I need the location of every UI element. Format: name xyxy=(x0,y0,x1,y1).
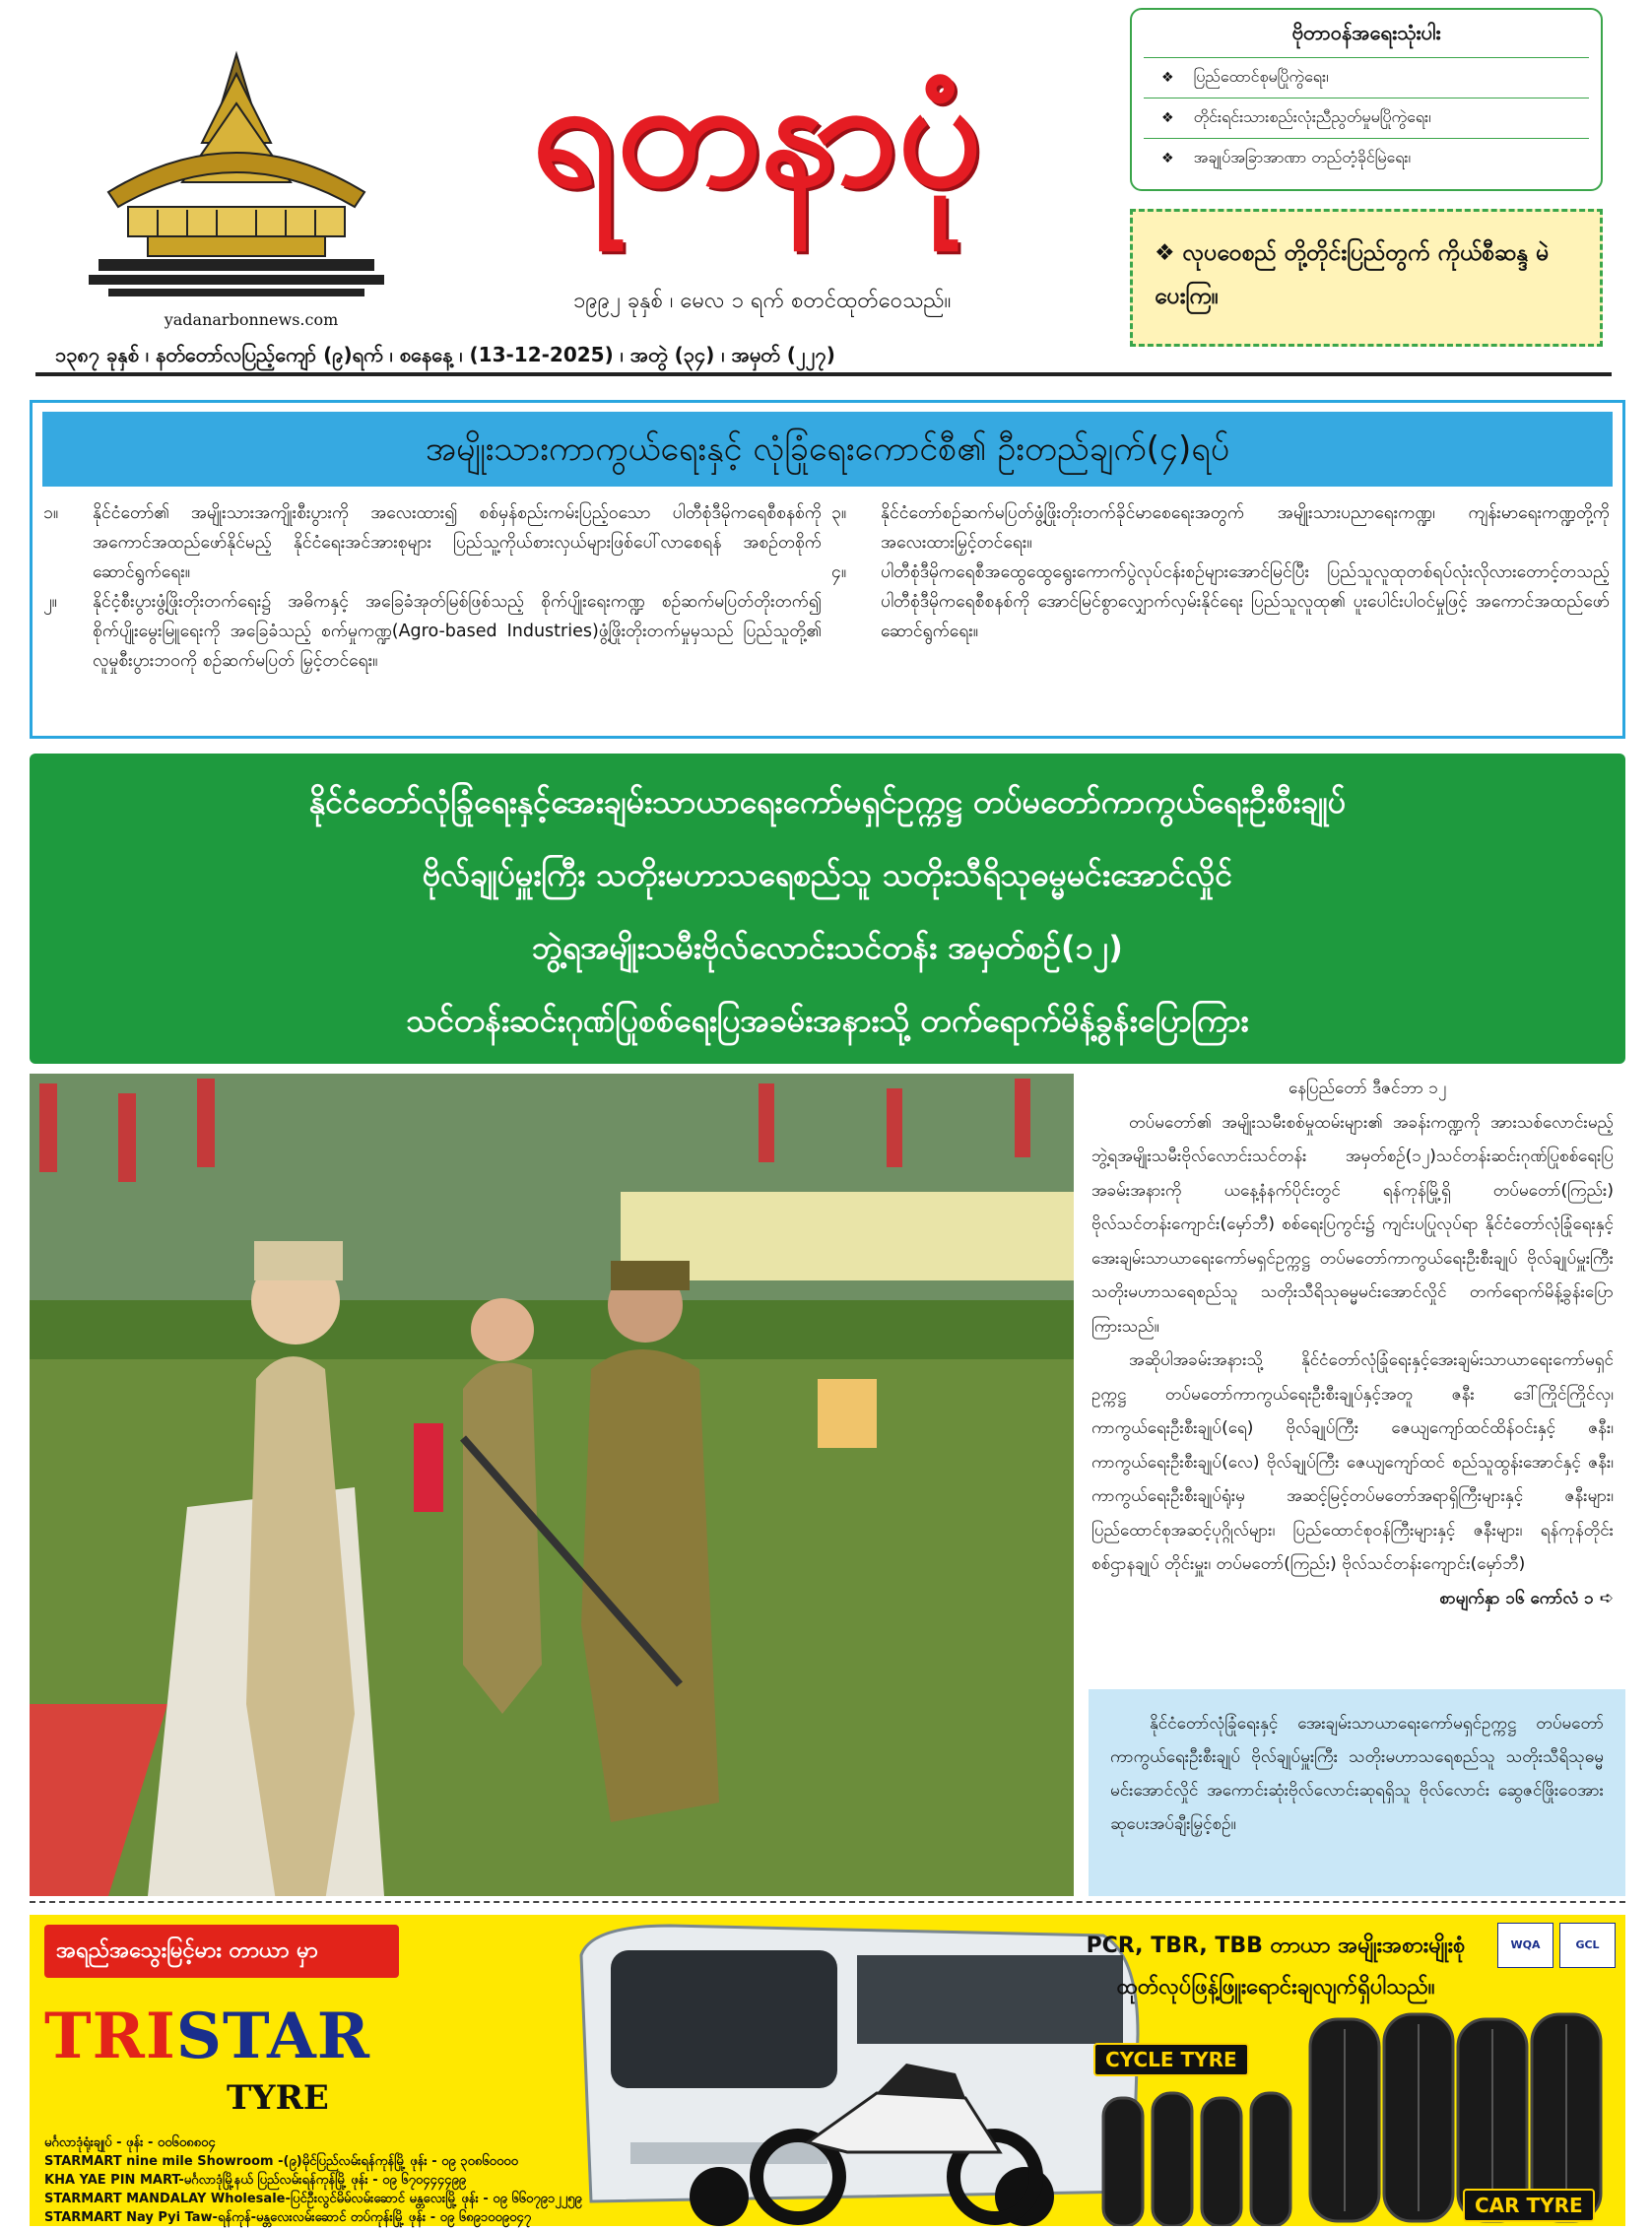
ad-brand-sub: TYRE xyxy=(227,2078,329,2118)
masthead-logo xyxy=(89,34,384,330)
objective-number: ၄။ xyxy=(831,562,847,582)
palace-logo-icon xyxy=(89,34,384,330)
ad-store-line: KHA YAE PIN MART-မင်္ဂလာဒုံမြို့နယ် ပြည်လမ်းရန်ကုန်မြို့ ဖုန်း - ၀၉ ၆၇၀၄၄၄၄၉၉ xyxy=(44,2173,467,2188)
main-article xyxy=(1091,1072,1614,1615)
founded-date: ၁၉၉၂ ခုနှစ် ၊ မေလ ၁ ရက် စတင်ထုတ်ဝေသည်။ xyxy=(573,289,952,313)
ad-store-line: STARMART nine mile Showroom -(၉)မိုင်ပြည်လမ်းရန်ကုန်မြို့ ဖုန်း - ၀၉ ၃၀၈၆၀၀၀၀ xyxy=(44,2154,518,2169)
objectives-right-column xyxy=(831,498,1610,646)
section-divider xyxy=(30,1901,1625,1903)
objective-item xyxy=(831,558,1610,646)
slogan-text: ပြည်ထောင်စုမပြိုကွဲရေး၊ xyxy=(1193,67,1329,86)
ad-tagline: အရည်အသွေးမြင့်မား တာယာ မှာ xyxy=(44,1925,399,1978)
site-url[interactable]: yadanarbonnews.com xyxy=(164,310,339,329)
slogan-box xyxy=(1130,8,1603,191)
headline-line: ဘွဲ့ရအမျိုးသမီးဗိုလ်လောင်းသင်တန်း အမှတ်စဉ်(၁၂) xyxy=(532,929,1123,966)
diamond-bullet-icon: ❖ xyxy=(1161,70,1174,86)
gcl-badge-icon: GCL xyxy=(1559,1923,1616,1968)
newspaper-title: ရတနာပုံ xyxy=(532,46,983,220)
ceremony-photo-image xyxy=(30,1074,1074,1896)
objective-item xyxy=(831,498,1610,558)
diamond-bullet-icon: ❖ xyxy=(1161,110,1174,126)
slogan-item xyxy=(1144,98,1589,139)
headline-line: သင်တန်းဆင်းဂုဏ်ပြုစစ်ရေးပြအခမ်းအနားသို့ တက်ရောက်မိန့်ခွန်းပြောကြား xyxy=(406,1002,1249,1039)
slogan-item xyxy=(1144,58,1589,98)
main-headline xyxy=(30,754,1625,1064)
headline-line: ဗိုလ်ချုပ်မှူးကြီး သတိုးမဟာသရေစည်သူ သတိုးသီရိသုဓမ္မမင်းအောင်လှိုင် xyxy=(422,856,1233,893)
photo-caption: နိုင်ငံတော်လုံခြုံရေးနှင့် အေးချမ်းသာယာရေးကော်မရှင်ဥက္ကဋ္ဌ တပ်မတော်ကာကွယ်ရေးဦးစီးချုပ် ဗိုလ်ချုပ်မှူးကြီး သတိုးမဟာသရေစည်သူ သတိုးသီရိသုဓမ္မမင်းအောင်လှိုင် အကောင်းဆုံးဗိုလ်လောင်းဆုရရှိသူ ဗိုလ်လောင်း ဆွေဇင်ဖြိုးဝေအား ဆုပေးအပ်ချီးမြှင့်စဉ်။ xyxy=(1089,1689,1625,1896)
objective-text: နိုင်ငံတော်၏ အမျိုးသားအကျိုးစီးပွားကို အလေးထား၍ စစ်မှန်စည်းကမ်းပြည့်ဝသော ပါတီစုံဒီမိုကရေစီစနစ်ကို အကောင်အထည်ဖော်နိုင်မည့် နိုင်ငံရေးအင်အားစုများ ပြည်သူ့ကိုယ်စားလှယ်များဖြစ်ပေါ်လာစေရန် အစဉ်တစိုက်ဆောင်ရွက်ရေး။ xyxy=(93,503,822,582)
certification-badges xyxy=(1497,1923,1616,1968)
slogan-title: ဗိုတာဝန်အရေးသုံးပါး xyxy=(1144,20,1589,58)
slogan-text: အချုပ်အခြာအာဏာ တည်တံ့ခိုင်မြဲရေး၊ xyxy=(1193,148,1412,166)
ceremony-photo xyxy=(30,1074,1074,1896)
bus-icon xyxy=(552,1916,1143,2226)
continued-link[interactable]: စာမျက်နှာ ၁၆ ကော်လံ ၁ ➪ xyxy=(1439,1588,1614,1608)
objective-number: ၂။ xyxy=(43,592,57,612)
objectives-heading: အမျိုးသားကာကွယ်ရေးနှင့် လုံခြုံရေးကောင်စီ၏ ဦးတည်ချက်(၄)ရပ် xyxy=(42,412,1613,487)
objective-item xyxy=(43,587,822,676)
ad-slogan-line: ထုတ်လုပ်ဖြန့်ဖြူးရောင်းချလျက်ရှိပါသည်။ xyxy=(1116,1975,1435,2000)
objective-number: ၁။ xyxy=(43,503,59,523)
ad-store-line: STARMART MANDALAY Wholesale-ပြင်ဦးလွင်မိမ်လမ်းဆောင် မန္တလေးမြို့ ဖုန်း - ၀၉ ၆၆၀၇၉၁၂၂၅၉ xyxy=(44,2192,582,2206)
bus-motorcycle-image xyxy=(552,1916,1143,2226)
slogan-item xyxy=(1144,139,1589,178)
objective-item xyxy=(43,498,822,587)
wqa-badge-icon: WQA xyxy=(1497,1923,1553,1968)
objective-number: ၃။ xyxy=(831,503,847,523)
slogan-text: တိုင်းရင်းသားစည်းလုံးညီညွတ်မှုမပြိုကွဲရေး၊ xyxy=(1193,107,1431,126)
ad-store-line: STARMART Nay Pyi Taw-ရန်ကုန်-မန္တလေးလမ်းဆောင် တပ်ကုန်းမြို့ ဖုန်း - ၀၉ ၆၈၉၁၀၀၉၀၄၇ xyxy=(44,2210,532,2225)
headline-line: နိုင်ငံတော်လုံခြုံရေးနှင့်အေးချမ်းသာယာရေးကော်မရှင်ဥက္ကဋ္ဌ တပ်မတော်ကာကွယ်ရေးဦးစီးချုပ် xyxy=(308,783,1347,820)
election-notice: ❖ လုပဝေစည် တို့တိုင်းပြည်တွက် ကိုယ်စီဆန္ဒ မဲပေးကြ။ xyxy=(1130,209,1603,347)
objectives-left-column xyxy=(43,498,822,676)
cycle-tyre-label: CYCLE TYRE xyxy=(1093,2043,1249,2076)
article-paragraph: အဆိုပါအခမ်းအနားသို့ နိုင်ငံတော်လုံခြုံရေးနှင့်အေးချမ်းသာယာရေးကော်မရှင်ဥက္ကဋ္ဌ တပ်မတော်ကာကွယ်ရေးဦးစီးချုပ်နှင့်အတူ ဇနီး ဒေါ်ကြိုင်ကြိုင်လှ၊ ကာကွယ်ရေးဦးစီးချုပ်(ရေ) ဗိုလ်ချုပ်ကြီး ဇေယျကျော်ထင်ထိန်ဝင်းနှင့် ဇနီး၊ ကာကွယ်ရေးဦးစီးချုပ်(လေ) ဗိုလ်ချုပ်ကြီး ဇေယျကျော်ထင် စည်သူထွန်းအောင်နှင့် ဇနီး၊ ကာကွယ်ရေးဦးစီးချုပ်ရုံးမှ အဆင့်မြင့်တပ်မတော်အရာရှိကြီးများနှင့် ဇနီးများ၊ ပြည်ထောင်စုအဆင့်ပုဂ္ဂိုလ်များ၊ ပြည်ထောင်စုဝန်ကြီးများနှင့် ဇနီးများ၊ ရန်ကုန်တိုင်းစစ်ဌာနချုပ် တိုင်းမှူး၊ တပ်မတော်(ကြည်း) ဗိုလ်သင်တန်းကျောင်း(မှော်ဘီ) xyxy=(1091,1350,1614,1574)
ad-brand-part: STAR xyxy=(175,2000,370,2073)
car-tyre-label: CAR TYRE xyxy=(1463,2189,1595,2222)
ad-brand-part: TRI xyxy=(44,2000,176,2073)
ad-slogan xyxy=(1059,1926,1492,2008)
objective-text: ပါတီစုံဒီမိုကရေစီအထွေထွေရွေးကောက်ပွဲလုပ်ငန်းစဉ်များအောင်မြင်ပြီး ပြည်သူလူထုတစ်ရပ်လုံးလိုလားတောင့်တသည့် ပါတီစုံဒီမိုကရေစီစနစ်ကို အောင်မြင်စွာလျှောက်လှမ်းနိုင်ရေး ပြည်သူလူထု၏ ပူးပေါင်းပါဝင်မှုဖြင့် အကောင်အထည်ဖော်ဆောင်ရွက်ရေး။ xyxy=(881,562,1610,641)
objective-text: နိုင်ငံ့စီးပွားဖွံ့ဖြိုးတိုးတက်ရေး၌ အဓိကနှင့် အခြေခံအုတ်မြစ်ဖြစ်သည့် စိုက်ပျိုးရေးကဏ္ဍ စဉ်ဆက်မပြတ်တိုးတက်၍ စိုက်ပျိုးမွေးမြူရေးကို အခြေခံသည့် စက်မှုကဏ္ဍ(Agro-based Industries)ဖွံ့ဖြိုးတိုးတက်မှုမှသည် ပြည်သူတို့၏ လူမှုစီးပွားဘဝကို စဉ်ဆက်မပြတ် မြှင့်တင်ရေး။ xyxy=(93,592,822,671)
ad-slogan-line: PCR, TBR, TBB တာယာ အမျိုးအစားမျိုးစုံ xyxy=(1086,1934,1466,1958)
objective-text: နိုင်ငံတော်စဉ်ဆက်မပြတ်ဖွံ့ဖြိုးတိုးတက်ခိုင်မာစေရေးအတွက် အမျိုးသားပညာရေးကဏ္ဍ၊ ကျန်းမာရေးကဏ္ဍတို့ကို အလေးထားမြှင့်တင်ရေး။ xyxy=(881,503,1610,553)
article-paragraph: တပ်မတော်၏ အမျိုးသမီးစစ်မှုထမ်းများ၏ အခန်းကဏ္ဍကို အားသစ်လောင်းမည့် ဘွဲ့ရအမျိုးသမီးဗိုလ်လောင်းသင်တန်း အမှတ်စဉ်(၁၂)သင်တန်းဆင်းဂုဏ်ပြုစစ်ရေးပြအခမ်းအနားကို ယနေ့နံနက်ပိုင်းတွင် ရန်ကုန်မြို့ရှိ တပ်မတော်(ကြည်း) ဗိုလ်သင်တန်းကျောင်း(မှော်ဘီ) စစ်ရေးပြကွင်း၌ ကျင်းပပြုလုပ်ရာ နိုင်ငံတော်လုံခြုံရေးနှင့် အေးချမ်းသာယာရေးကော်မရှင်ဥက္ကဋ္ဌ တပ်မတော်ကာကွယ်ရေးဦးစီးချုပ် ဗိုလ်ချုပ်မှူးကြီး သတိုးမဟာသရေစည်သူ သတိုးသီရိသုဓမ္မမင်းအောင်လှိုင် တက်ရောက်မိန့်ခွန်းပြောကြားသည်။ xyxy=(1091,1112,1614,1337)
article-dateline: နေပြည်တော် ဒီဇင်ဘာ ၁၂ xyxy=(1289,1079,1447,1098)
issue-dateline: ၁၃၈၇ ခုနှစ် ၊ နတ်တော်လပြည့်ကျော် (၉)ရက် ၊ စနေနေ့ ၊ (13-12-2025) ၊ အတွဲ (၃၄) ၊ အမှတ် (၂၂၇) xyxy=(35,337,1612,376)
diamond-bullet-icon: ❖ xyxy=(1161,151,1174,166)
ad-store-line: မင်္ဂလာဒုံရုံးချုပ် - ဖုန်း - ၀၀၆၀၈၈၀၄ xyxy=(44,2135,216,2150)
